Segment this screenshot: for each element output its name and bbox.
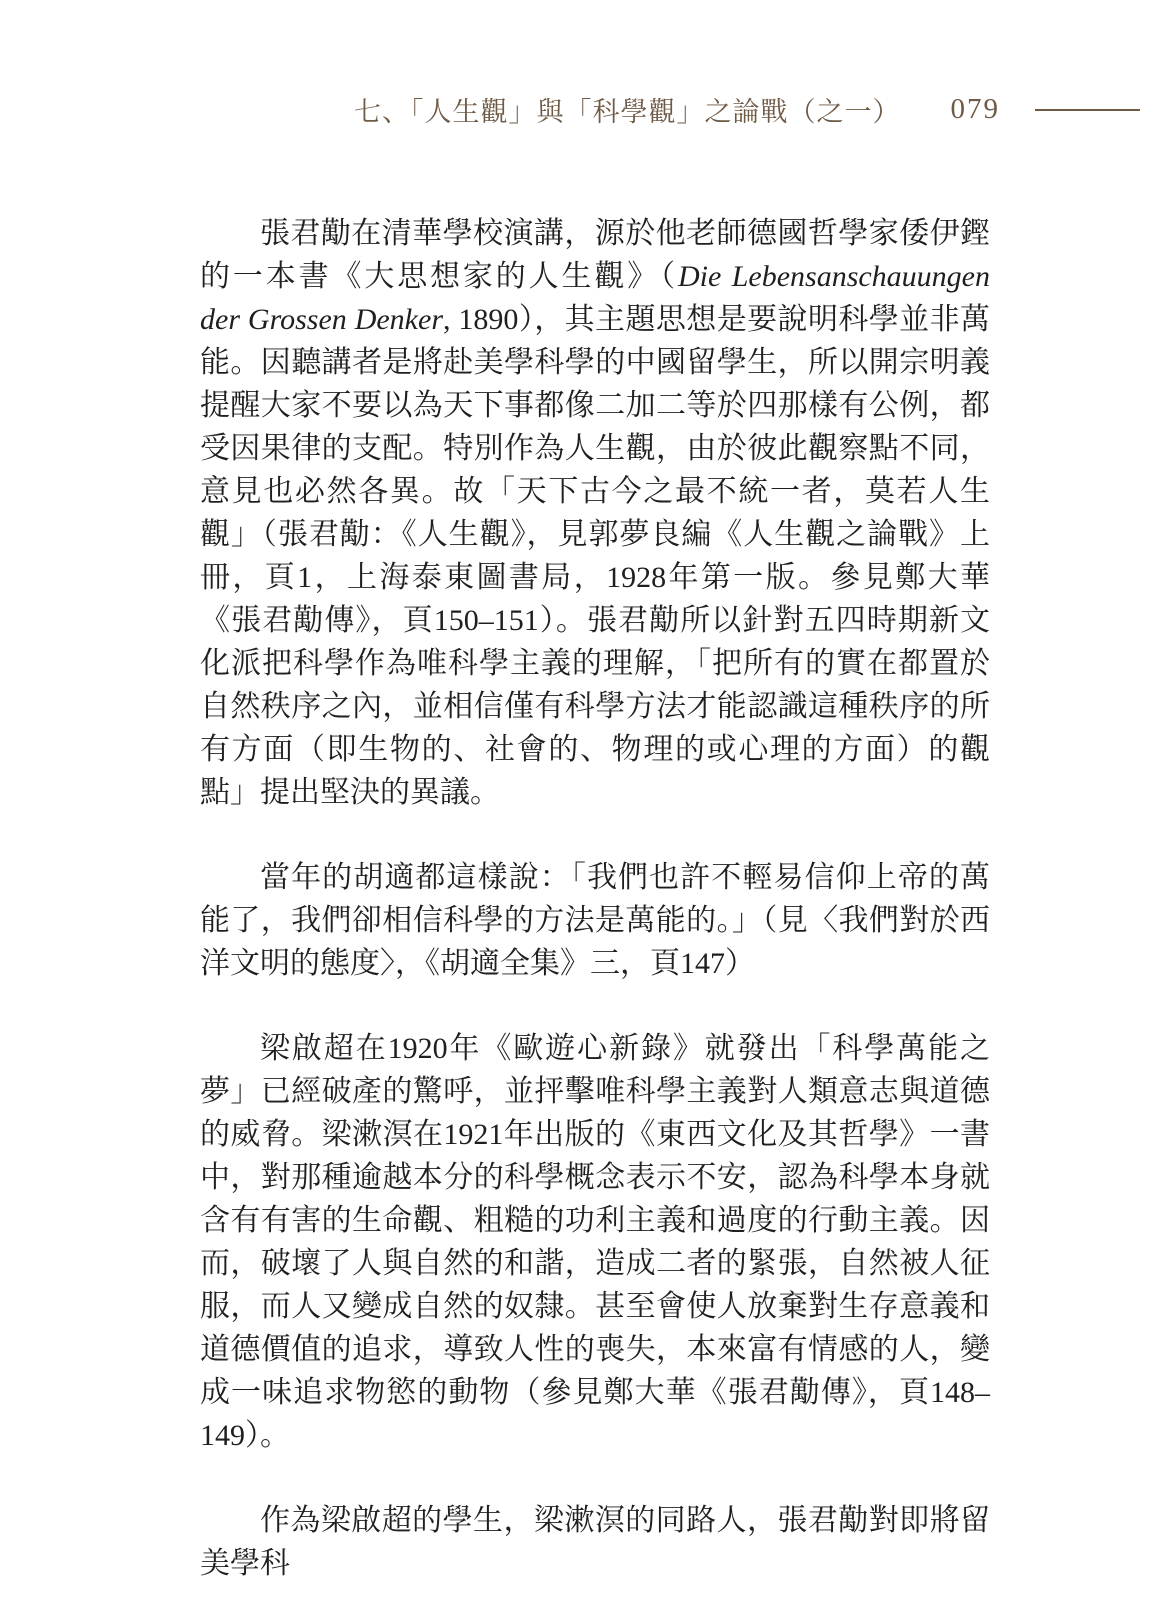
cjk-text: , 1890），其主題思想是要說明科學並非萬能。因聽講者是將赴美學科學的中國留學生，所以開宗明義提醒大家不要以為天下事都像二加二等於四那樣有公例，都受因果律的支配。特別作為人生觀，由於彼此觀察點不同，意見也必然各異。故「天下古今之最不統一者，莫若人生觀」（張君勱：《人生觀》，見郭夢良編《人生觀之論戰》上冊，頁1，上海泰東圖書局，1928年第一版。參見鄭大華《張君勱傳》，頁150–151）。張君勱所以針對五四時期新文化派把科學作為唯科學主義的理解，「把所有的實在都置於自然秩序之內，並相信僅有科學方法才能認識這種秩序的所有方面（即生物的、社會的、物理的或心理的方面）的觀點」提出堅決的異議。: [200, 303, 991, 809]
body-text: [200, 212, 990, 1585]
latin-italic-text: Die Lebensanschauungen der Grossen Denker: [200, 260, 990, 336]
paragraph: [200, 1027, 990, 1457]
paragraph: [200, 856, 990, 985]
cjk-text: 作為梁啟超的學生，梁漱溟的同路人，張君勱對即將留美學科: [200, 1504, 990, 1580]
paragraph: [200, 1499, 990, 1585]
chapter-title: 七、「人生觀」與「科學觀」之論戰（之一）: [354, 97, 901, 127]
page-number: 079: [950, 93, 1000, 125]
cjk-text: 當年的胡適都這樣說：「我們也許不輕易信仰上帝的萬能了，我們卻相信科學的方法是萬能的。」（見〈我們對於西洋文明的態度〉，《胡適全集》三，頁147）: [200, 861, 990, 980]
header-rule: [1035, 109, 1140, 111]
cjk-text: 梁啟超在1920年《歐遊心新錄》就發出「科學萬能之夢」已經破產的驚呼，並抨擊唯科學主義對人類意志與道德的威脅。梁漱溟在1921年出版的《東西文化及其哲學》一書中，對那種逾越本分的科學概念表示不安，認為科學本身就含有有害的生命觀、粗糙的功利主義和過度的行動主義。因而，破壞了人與自然的和諧，造成二者的緊張，自然被人征服，而人又變成自然的奴隸。甚至會使人放棄對生存意義和道德價值的追求，導致人性的喪失，本來富有情感的人，變成一味追求物慾的動物（參見鄭大華《張君勱傳》，頁148–149）。: [200, 1032, 990, 1452]
cjk-text: 張君勱在清華學校演講，源於他老師德國哲學家倭伊鏗的一本書《大思想家的人生觀》（: [200, 217, 990, 293]
running-header: [0, 90, 1150, 129]
paragraph: [200, 212, 990, 814]
